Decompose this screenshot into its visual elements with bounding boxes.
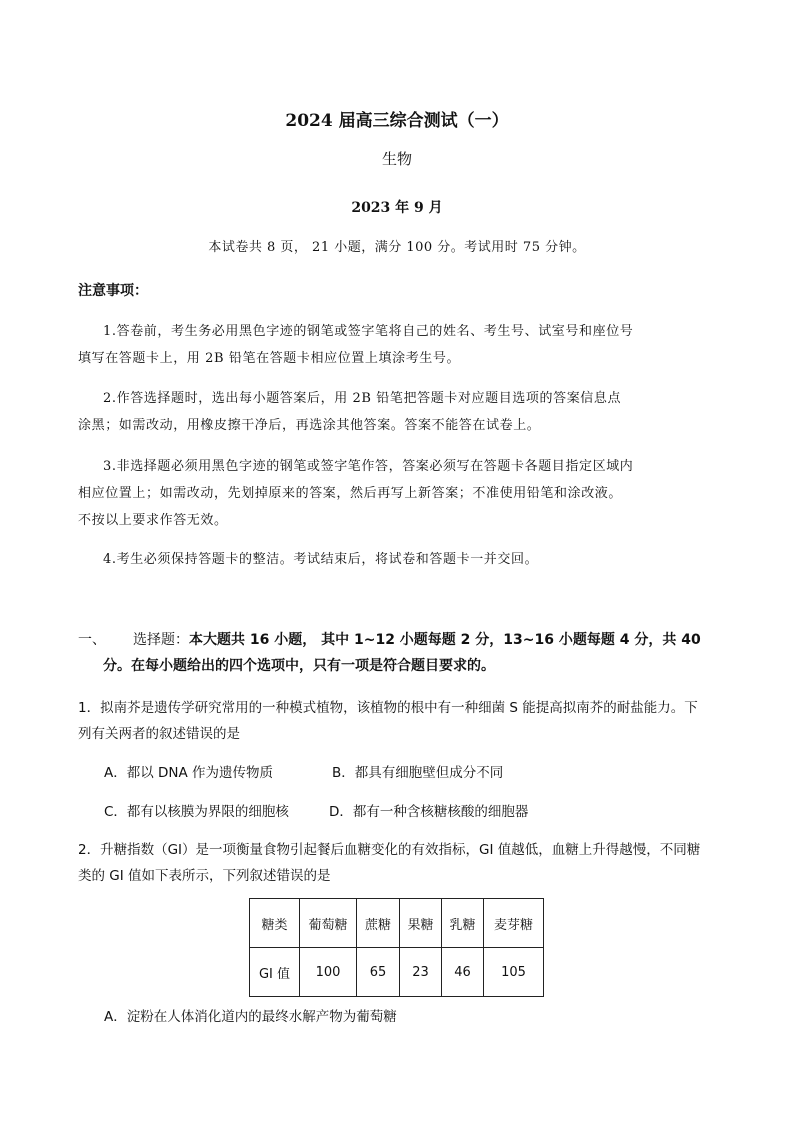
section-heading-line-2: 分。在每小题给出的四个选项中，只有一项是符合题目要求的。 (103, 658, 495, 674)
q2-stem-line-1: 2．升糖指数（GI）是一项衡量食物引起餐后血糖变化的有效指标，GI 值越低，血糖上升得越慢，不同糖 (78, 842, 701, 858)
gi-header-cell: 蔗糖 (357, 899, 400, 948)
notice-item-3-line-3: 不按以上要求作答无效。 (78, 513, 228, 528)
gi-table-header-row (250, 899, 544, 948)
gi-value-cell: 105 (484, 948, 544, 997)
gi-header-cell: 糖类 (250, 899, 300, 948)
q1-stem-line-1: 1．拟南芥是遗传学研究常用的一种模式植物，该植物的根中有一种细菌 S 能提高拟南芥的耐盐能力。下 (78, 700, 698, 716)
section-heading (133, 629, 701, 649)
gi-value-cell: 100 (300, 948, 357, 997)
q1-option-a: A．都以 DNA 作为遗传物质 (104, 765, 274, 781)
q2-stem-line-2: 类的 GI 值如下表所示，下列叙述错误的是 (78, 868, 331, 884)
notice-item-1-line-2: 填写在答题卡上，用 2B 铅笔在答题卡相应位置上填涂考生号。 (78, 351, 461, 366)
gi-table-value-row (250, 948, 544, 997)
section-heading-plain: 选择题： (133, 632, 189, 648)
page-title: 2024 届高三综合测试（一） (285, 111, 509, 131)
gi-header-cell: 果糖 (400, 899, 442, 948)
notice-item-2-line-2: 涂黑；如需改动，用橡皮擦干净后，再选涂其他答案。答案不能答在试卷上。 (78, 418, 541, 433)
notice-item-1-line-1: 1.答卷前，考生务必用黑色字迹的钢笔或签字笔将自己的姓名、考生号、试室号和座位号 (103, 324, 634, 339)
gi-value-cell: 65 (357, 948, 400, 997)
notice-item-2-line-1: 2.作答选择题时，选出每小题答案后，用 2B 铅笔把答题卡对应题目选项的答案信息点 (103, 391, 622, 406)
q2-option-a: A．淀粉在人体消化道内的最终水解产物为葡萄糖 (104, 1009, 397, 1025)
section-number: 一、 (78, 632, 106, 648)
gi-value-cell: 23 (400, 948, 442, 997)
gi-header-cell: 麦芽糖 (484, 899, 544, 948)
gi-table (249, 898, 544, 997)
exam-info: 本试卷共 8 页， 21 小题，满分 100 分。考试用时 75 分钟。 (208, 240, 586, 255)
q1-option-c: C．都有以核膜为界限的细胞核 (104, 804, 289, 820)
section-heading-bold: 本大题共 16 小题， 其中 1~12 小题每题 2 分，13~16 小题每题 4 分，共 40 (189, 632, 701, 648)
notice-item-4-line-1: 4.考生必须保持答题卡的整洁。考试结束后，将试卷和答题卡一并交回。 (103, 552, 539, 567)
gi-header-cell: 葡萄糖 (300, 899, 357, 948)
gi-header-cell: 乳糖 (442, 899, 484, 948)
q1-option-b: B．都具有细胞壁但成分不同 (332, 765, 504, 781)
q1-stem-line-2: 列有关两者的叙述错误的是 (78, 726, 240, 742)
gi-value-cell: 46 (442, 948, 484, 997)
notice-heading: 注意事项： (78, 283, 148, 299)
q1-option-d: D．都有一种含核糖核酸的细胞器 (329, 804, 529, 820)
gi-value-cell: GI 值 (250, 948, 300, 997)
exam-date: 2023 年 9 月 (351, 200, 443, 216)
subject-name: 生物 (381, 150, 412, 168)
notice-item-3-line-1: 3.非选择题必须用黑色字迹的钢笔或签字笔作答，答案必须写在答题卡各题目指定区域内 (103, 459, 634, 474)
notice-item-3-line-2: 相应位置上；如需改动，先划掉原来的答案，然后再写上新答案；不准使用铅笔和涂改液。 (78, 486, 623, 501)
